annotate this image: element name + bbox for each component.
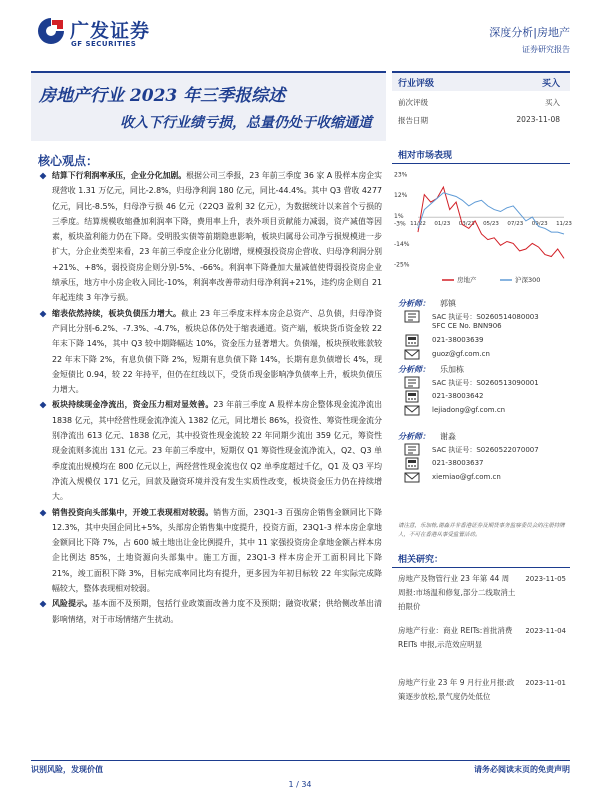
analyst-card bbox=[392, 360, 570, 436]
y-tick-label: 23% bbox=[394, 171, 408, 179]
analyst-cert: SAC 执证号：S0260514080003 bbox=[432, 313, 539, 321]
logo-text-cn: 广发证券 bbox=[70, 20, 151, 42]
related-item-text[interactable]: 房地产及物管行业 23 年第 44 周周报:市场温和修复,部分二线取消土拍限价 bbox=[398, 574, 516, 611]
related-title: 相关研究： bbox=[392, 552, 570, 568]
page-number: 1 / 34 bbox=[288, 780, 312, 789]
bullet-paragraph bbox=[40, 306, 382, 398]
certificate-icon bbox=[404, 443, 420, 456]
analyst-phone: 021-38003639 bbox=[432, 336, 484, 344]
analyst-note: 请注意，乐加栋,谢淼并非香港证券及期货事务监察委员会的注册持牌人，不可在香港从事受监管活动。 bbox=[398, 523, 565, 538]
legend-label: 房地产 bbox=[457, 276, 477, 284]
x-tick-label: 05/23 bbox=[483, 221, 499, 228]
footer-divider bbox=[31, 760, 570, 761]
analyst-label: 分析师： bbox=[398, 299, 430, 308]
x-tick-label: 09/23 bbox=[531, 221, 548, 228]
paragraph-lead: 结算下行利润率承压，企业分化加剧。 bbox=[52, 171, 187, 180]
phone-icon bbox=[404, 334, 420, 347]
prev-rating-value: 买入 bbox=[545, 98, 560, 107]
x-tick-label: 03/23 bbox=[458, 221, 475, 228]
bullet-paragraph bbox=[40, 168, 382, 306]
x-tick-label: 07/23 bbox=[507, 221, 524, 228]
y-tick-label: -25% bbox=[394, 261, 410, 269]
related-item-text[interactable]: 房地产行业 23 年 9 月行业月报:政策逐步放松,景气度仍处低位 bbox=[398, 678, 515, 701]
paragraph-lead: 缩表依然持续，板块负债压力增大。 bbox=[52, 308, 182, 318]
paragraph-lead: 销售投资向头部集中，开竣工表现相对较弱。 bbox=[52, 507, 214, 517]
analyst-label: 分析师： bbox=[398, 365, 430, 374]
analyst-email[interactable]: lejiadong@gf.com.cn bbox=[432, 406, 506, 414]
paragraph-text: 截止 23 年三季度末样本房企总资产、总负债，归母净资产同比分别-6.2%、-7.3%、-4.7%，板块总体仍处于缩表通道。资产端，板块货币资金较 22 年末下降 14%，其中 Q3 较中期降幅达 10%，资金压力显著增大。负债端，板块预收账款较 22 年末下降 2%，有息负债下降 2%，短期有息负债下降 14%，长期有息负债增长 4%，现金短债比 0.94，较 22 年持平，但仍在红线以下，受货币现金影响净负债率上升，板块负债压力增大。 bbox=[52, 308, 382, 395]
analyst-name: 郭镇 bbox=[440, 299, 456, 308]
related-research bbox=[392, 552, 570, 742]
x-tick-label: 01/23 bbox=[434, 221, 451, 228]
analyst-phone: 021-38003642 bbox=[432, 392, 484, 400]
analyst-name: 谢淼 bbox=[440, 432, 456, 441]
x-tick-label: 11/22 bbox=[410, 221, 426, 228]
bullet-icon bbox=[40, 402, 47, 409]
y-tick-label: -3% bbox=[394, 220, 406, 228]
paragraph-lead: 板块持续现金净流出，资金压力相对显效善。 bbox=[52, 400, 214, 410]
x-tick-label: 11/23 bbox=[556, 221, 572, 228]
series-line bbox=[418, 193, 564, 234]
analysts-section bbox=[392, 294, 570, 514]
bullet-paragraph bbox=[40, 596, 382, 627]
related-item-date: 2023-11-04 bbox=[525, 627, 566, 635]
bullet-paragraph bbox=[40, 505, 382, 597]
certificate-icon bbox=[404, 310, 420, 323]
paragraph-text: 根据公司三季报，23 年前三季度 36 家 A 股样本房企实现营收 1.31 万亿元，同比-2.8%，归母净利润 180 亿元，同比-44.4%。其中 Q3 营收 4277 亿元，同比-8.5%，归母净亏损 46 亿元（22Q3 盈利 32 亿元），为数据统计以来首个亏损的三季度。结算规模收缩叠加利润率下降，费用率上升，表外项目贡献能力减弱，资产减值等因素，板块盈利能力仍在下降。受明股实债等前期隐患影响，板块归属母公司净亏损规模进一步扩大，分企业类型来看，23 年前三季度企业分化剧增，规模强投资房企营收、归母净利润分别+21%、+8%，弱投资房企则分别-5%、-66%。利润率下降叠加大量减值使得弱投资房企业绩承压，地方中小房企收入同比-10%，利润率改善带动归母净利润+21%，违约房企则自 21 年起连续 3 年净亏损。 bbox=[52, 171, 382, 303]
analyst-label: 分析师： bbox=[398, 432, 430, 441]
legend-label: 沪深300 bbox=[515, 276, 541, 284]
footer-disclaimer[interactable]: 请务必阅读末页的免责声明 bbox=[474, 765, 570, 774]
page-header bbox=[0, 0, 600, 62]
email-icon bbox=[404, 471, 420, 484]
analyst-cert: SAC 执证号：S0260522070007 bbox=[432, 446, 539, 454]
y-tick-label: 1% bbox=[394, 212, 404, 220]
prev-rating-row bbox=[392, 94, 570, 110]
market-chart-title: 相对市场表现 bbox=[392, 148, 570, 164]
analyst-card bbox=[392, 427, 570, 503]
paragraph-lead: 风险提示。 bbox=[52, 599, 93, 609]
rating-box bbox=[392, 71, 570, 135]
report-date-value: 2023-11-08 bbox=[516, 115, 560, 124]
company-logo bbox=[36, 16, 166, 50]
logo-text-en: GF SECURITIES bbox=[71, 40, 137, 48]
report-date-row bbox=[392, 112, 570, 128]
paragraph-text: 销售方面，23Q1-3 百强房企销售金额同比下降 12.3%，其中央国企同比+5%，头部房企销售集中度提升，投资方面，23Q1-3 样本房企拿地金额同比下降 7%，占 600 城土地出让金比例提升，其中 11 家强投资房企拿地金额占样本房企比例达 85%，土地资源向头部集中。施工方面，23Q1-3 样本房企开工面积同比下降 21%，竣工面积下降 3%，目标完成率同比均有提升，更多因为年初目标较 22 年实际完成降幅较大，整体表现相对较弱。 bbox=[52, 507, 382, 594]
bullet-icon bbox=[40, 173, 47, 180]
title-band bbox=[31, 71, 386, 141]
analyst-email[interactable]: guoz@gf.com.cn bbox=[432, 350, 490, 358]
bullet-icon bbox=[40, 310, 47, 317]
related-item-date: 2023-11-01 bbox=[525, 679, 566, 687]
footer-slogan: 识别风险，发现价值 bbox=[31, 765, 103, 774]
certificate-icon bbox=[404, 376, 420, 389]
related-item-text[interactable]: 房地产行业：商业 REITs:首批消费 REITs 申报,示范效应明显 bbox=[398, 626, 513, 649]
analyst-cert: SAC 执证号：S0260513090001 bbox=[432, 379, 539, 387]
logo-mark-icon bbox=[36, 16, 66, 46]
y-tick-label: 12% bbox=[394, 192, 408, 200]
paragraph-text: 基本面不及预期，包括行业政策面改善力度不及预期；融资收紧；供给侧改革出清影响情绪，对于市场情绪产生扰动。 bbox=[52, 599, 382, 624]
analyst-email[interactable]: xiemiao@gf.com.cn bbox=[432, 473, 501, 481]
report-subtitle: 收入下行业绩亏损，总量仍处于收缩通道 bbox=[120, 115, 372, 131]
core-view-body bbox=[40, 168, 382, 627]
rating-header bbox=[392, 71, 570, 91]
analyst-name: 乐加栋 bbox=[440, 365, 464, 374]
analyst-phone: 021-38003637 bbox=[432, 459, 484, 467]
y-tick-label: -14% bbox=[394, 240, 410, 248]
bullet-icon bbox=[40, 601, 47, 608]
analyst-sfc: SFC CE No. BNN906 bbox=[432, 322, 502, 330]
core-view-title: 核心观点： bbox=[38, 154, 99, 168]
report-date-label: 报告日期 bbox=[398, 116, 428, 125]
phone-icon bbox=[404, 390, 420, 403]
bullet-paragraph bbox=[40, 397, 382, 504]
prev-rating-label: 前次评级 bbox=[398, 98, 428, 107]
analyst-card bbox=[392, 294, 570, 370]
report-subtype: 证券研究报告 bbox=[522, 45, 570, 54]
market-chart bbox=[392, 168, 570, 290]
related-item-date: 2023-11-05 bbox=[525, 575, 566, 583]
email-icon bbox=[404, 404, 420, 417]
phone-icon bbox=[404, 457, 420, 470]
rating-value: 买入 bbox=[541, 79, 560, 89]
bullet-icon bbox=[40, 509, 47, 516]
rating-label: 行业评级 bbox=[398, 79, 435, 89]
report-type: 深度分析|房地产 bbox=[489, 26, 570, 39]
report-title: 房地产行业 2023 年三季报综述 bbox=[39, 86, 286, 106]
paragraph-text: 23 年前三季度 A 股样本房企整体现金流净流出 1838 亿元，其中经营性现金流净流入 1382 亿元，同比增长 86%，投资性、筹资性现金流分别净流出 613 亿元、1838 亿元，其中投资性现金流较 22 年同期少流出 359 亿元，筹资性现金流则多流出 131 亿元。23 年前三季度中，短期仅 Q1 筹资性现金流净流入，Q2、Q3 单季度流出规模均在 800 亿元以上，两经营性现金流也仅 Q2 单季度超过千亿，Q1 及 Q3 平均净流入规模仅 171 亿元，回款及融资环境并没有发生实质性改变，板块资金压力仍在持续增大。 bbox=[52, 400, 382, 502]
